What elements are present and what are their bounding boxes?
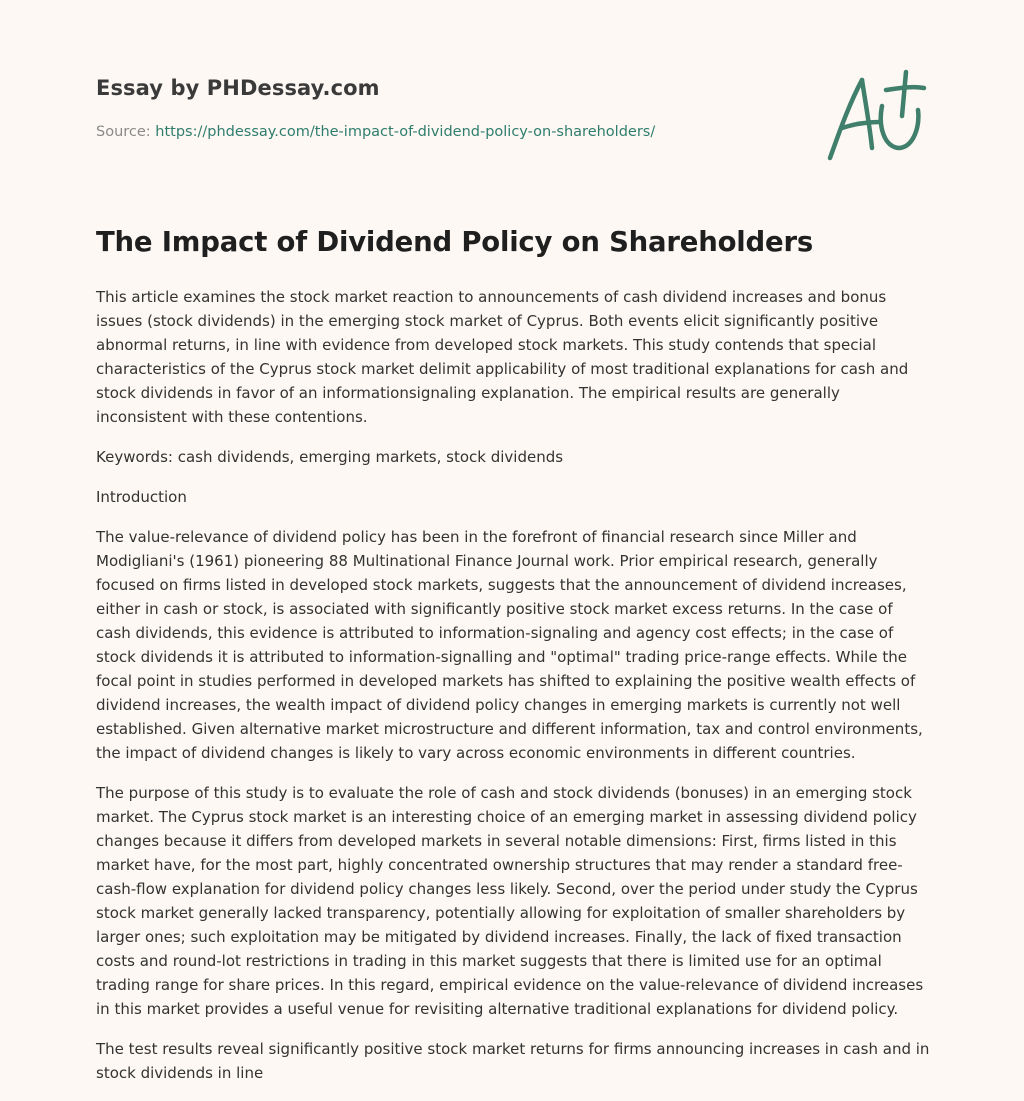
article-title: The Impact of Dividend Policy on Shareholders	[96, 226, 813, 258]
body-paragraph: The value-relevance of dividend policy has been in the forefront of financial research since Miller and Modigliani's (1961) pioneering 88 Multinational Finance Journal work. Prior empirical research, generally focused on firms listed in developed stock markets, suggests that the announcement of dividend increases, either in cash or stock, is associated with significantly positive stock market excess returns. In the case of cash dividends, this evidence is attributed to information-signaling and agency cost effects; in the case of stock dividends it is attributed to information-signalling and "optimal" trading price-range effects. While the focal point in studies performed in developed markets has shifted to explaining the positive wealth effects of dividend increases, the wealth impact of dividend policy changes in emerging markets is currently not well established. Given alternative market microstructure and different information, tax and control environments, the impact of dividend changes is likely to vary across economic environments in different countries.	[96, 528, 923, 762]
keywords-line: Keywords: cash dividends, emerging markets, stock dividends	[96, 448, 564, 466]
source-line	[96, 124, 796, 140]
body-paragraph: The test results reveal significantly positive stock market returns for firms announcing increases in cash and in stock dividends in line	[96, 1040, 930, 1082]
essay-header	[96, 76, 796, 140]
article-body	[96, 285, 932, 1101]
a-plus-icon	[820, 66, 930, 166]
source-label: Source:	[96, 124, 151, 140]
source-link[interactable]: https://phdessay.com/the-impact-of-dividend-policy-on-shareholders/	[155, 124, 656, 140]
brand-title: Essay by PHDessay.com	[96, 76, 380, 100]
body-paragraph: The purpose of this study is to evaluate the role of cash and stock dividends (bonuses) in an emerging stock market. The Cyprus stock market is an interesting choice of an emerging market in assessing dividend policy changes because it differs from developed markets in several notable dimensions: First, firms listed in this market have, for the most part, highly concentrated ownership structures that may render a standard free-cash-flow explanation for dividend policy changes less likely. Second, over the period under study the Cyprus stock market generally lacked transparency, potentially allowing for exploitation of smaller shareholders by larger ones; such exploitation may be mitigated by dividend increases. Finally, the lack of fixed transaction costs and round-lot restrictions in trading in this market suggests that there is limited use for an optimal trading range for share prices. In this regard, empirical evidence on the value-relevance of dividend increases in this market provides a useful venue for revisiting alternative traditional explanations for dividend policy.	[96, 784, 924, 1018]
intro-heading: Introduction	[96, 488, 187, 506]
abstract-paragraph: This article examines the stock market reaction to announcements of cash dividend increases and bonus issues (stock dividends) in the emerging stock market of Cyprus. Both events elicit significantly positive abnormal returns, in line with evidence from developed stock markets. This study contends that special characteristics of the Cyprus stock market delimit applicability of most traditional explanations for cash and stock dividends in favor of an informationsignaling explanation. The empirical results are generally inconsistent with these contentions.	[96, 288, 909, 426]
